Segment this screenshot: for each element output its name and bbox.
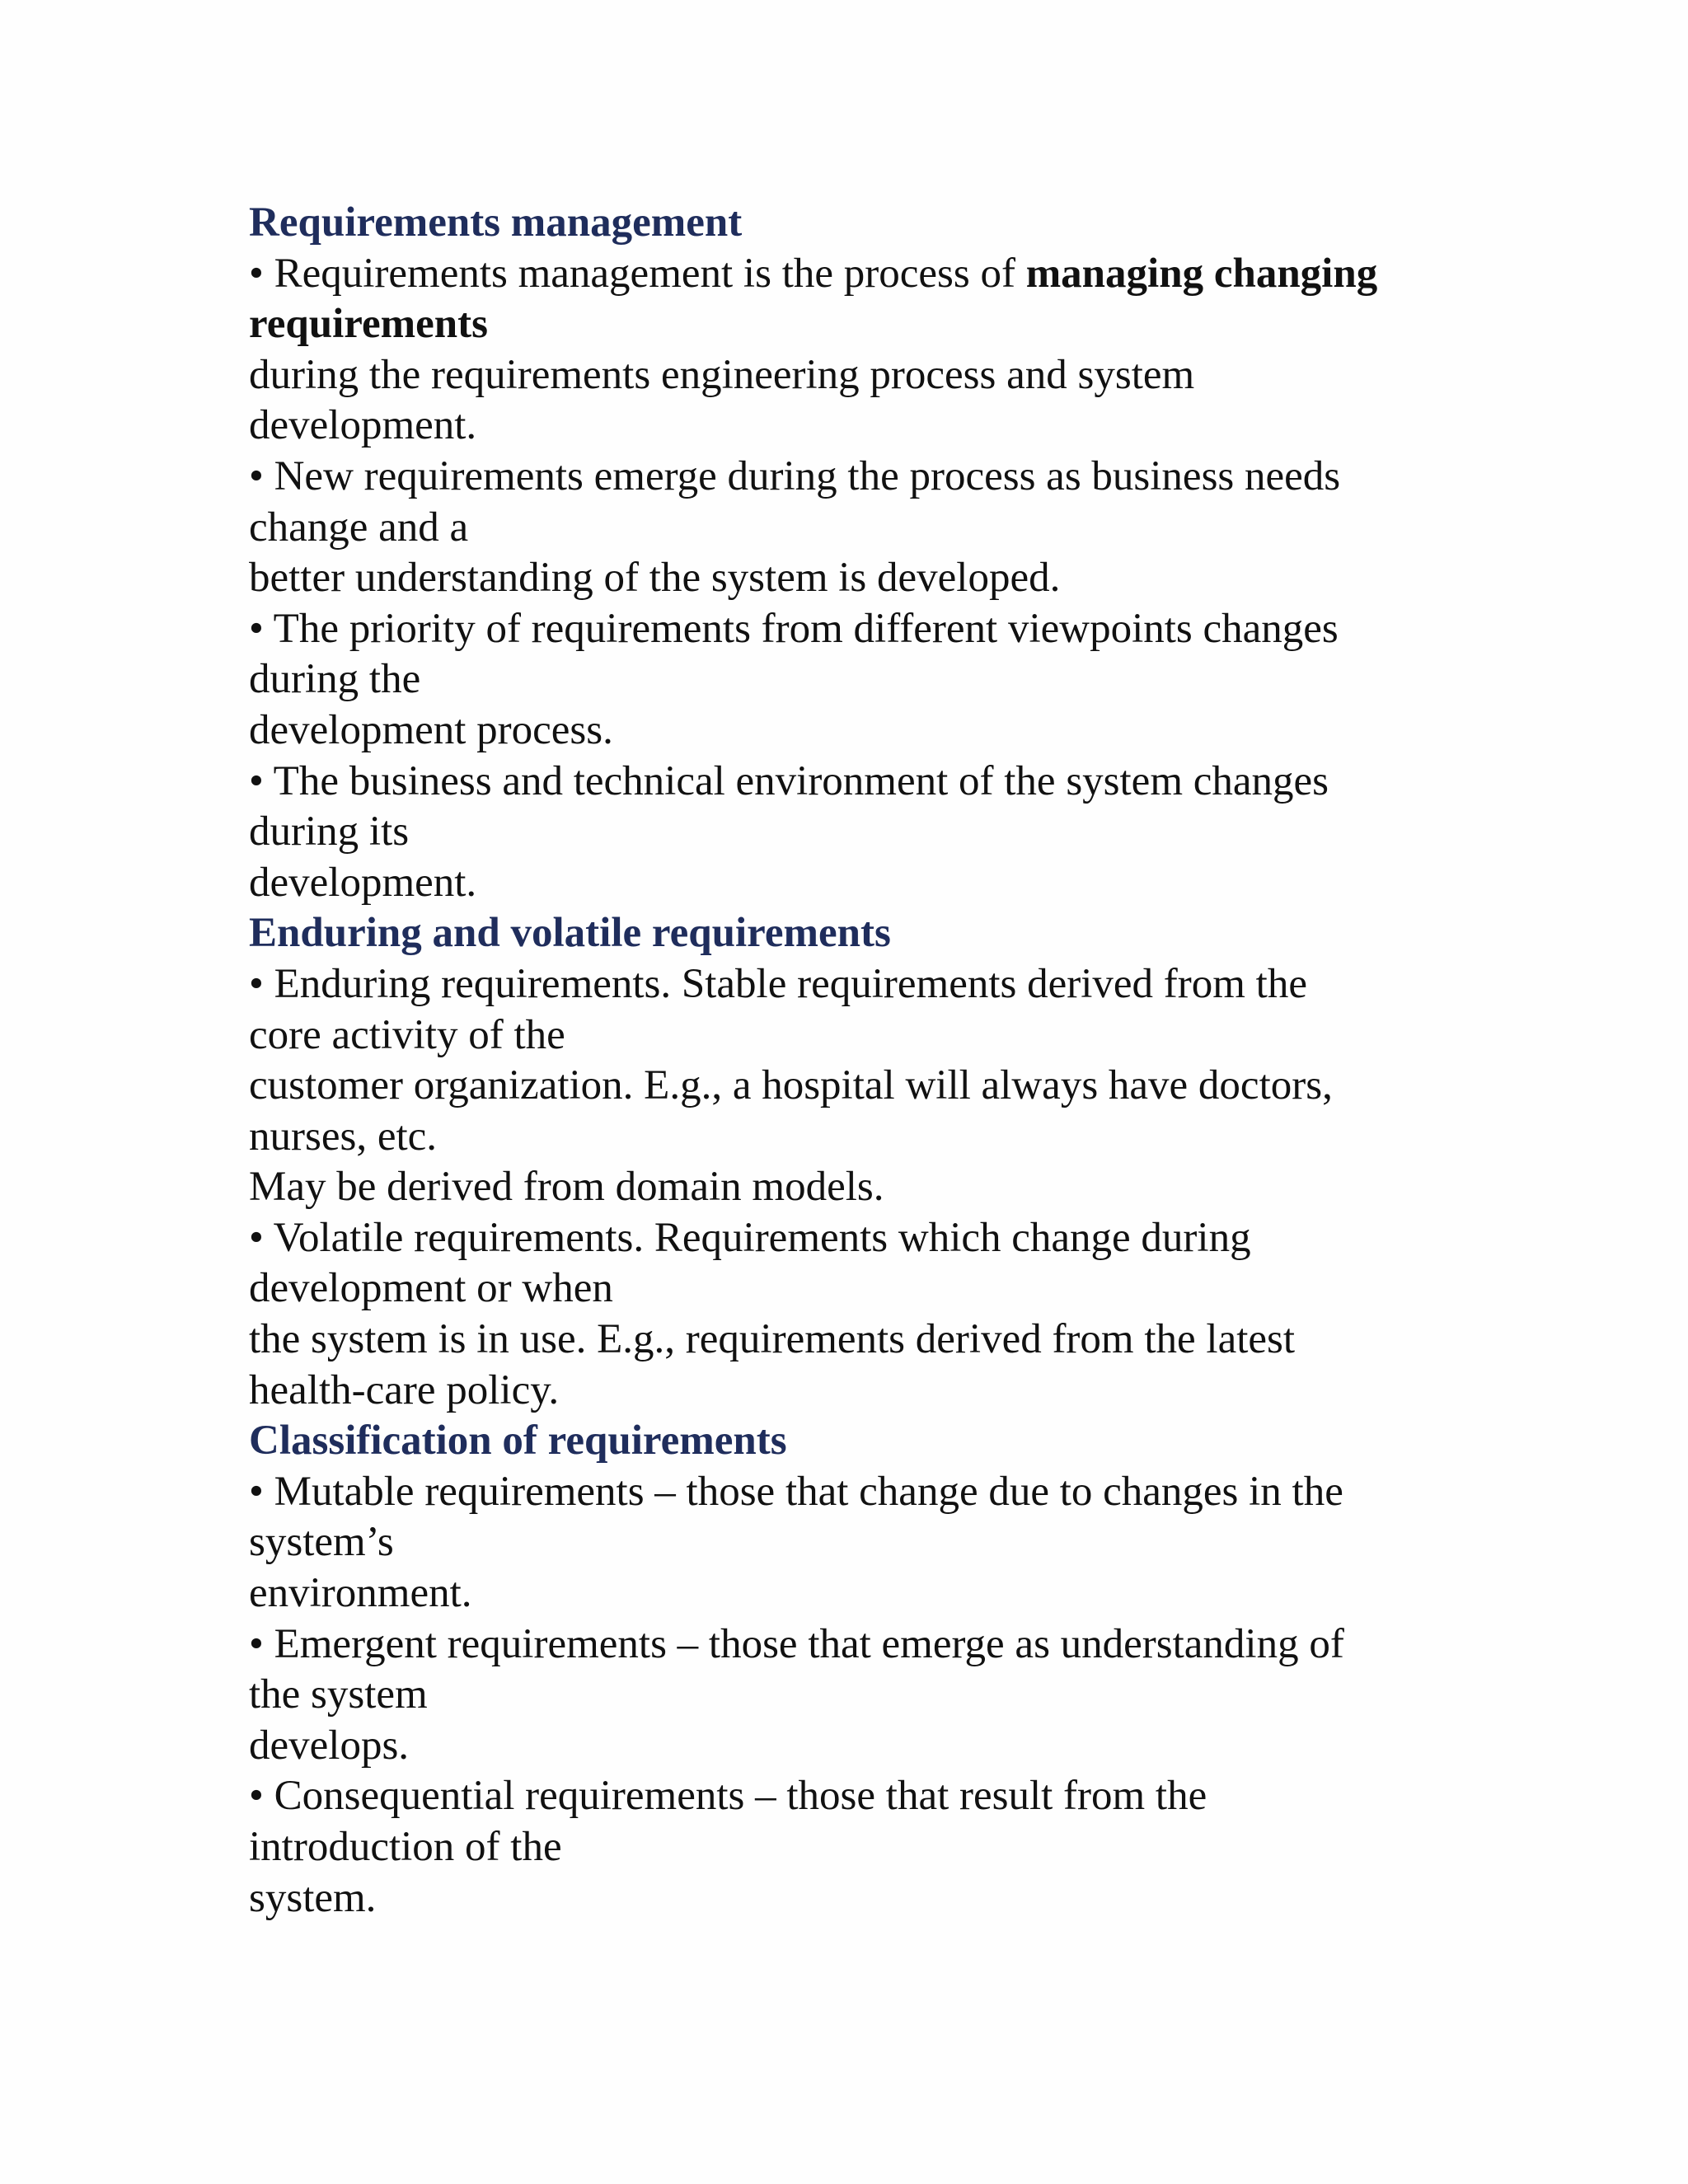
text-line: the system is in use. E.g., requirements derived from the latest: [249, 1316, 1296, 1363]
text-line: May be derived from domain models.: [249, 1164, 884, 1211]
text-line: during the: [249, 656, 421, 703]
text-line: develops.: [249, 1722, 410, 1769]
text-line: • Emergent requirements – those that emerge as understanding of: [249, 1620, 1344, 1667]
text-line: environment.: [249, 1570, 472, 1617]
text-line: better understanding of the system is developed.: [249, 555, 1061, 602]
text-line: system’s: [249, 1519, 394, 1566]
text-line: requirements: [249, 301, 488, 348]
text-line: • Enduring requirements. Stable requirements derived from the: [249, 960, 1307, 1007]
text-line: health-care policy.: [249, 1366, 560, 1413]
section-heading-enduring-volatile: Enduring and volatile requirements: [249, 910, 891, 957]
text-line: during its: [249, 808, 410, 855]
text-line: • Volatile requirements. Requirements which change during: [249, 1214, 1251, 1261]
text-line: core activity of the: [249, 1011, 565, 1058]
bold-text-run: managing changing: [1025, 250, 1378, 297]
text-line: change and a: [249, 504, 469, 551]
document-body: [249, 198, 1535, 1924]
text-run: • Requirements management is the process of: [249, 250, 1026, 297]
text-line: development.: [249, 859, 477, 906]
text-line: • New requirements emerge during the process as business needs: [249, 452, 1341, 499]
text-line: development process.: [249, 706, 613, 753]
text-line: during the requirements engineering process and system: [249, 351, 1195, 398]
text-line: the system: [249, 1671, 428, 1718]
text-line: • Mutable requirements – those that change due to changes in the: [249, 1468, 1343, 1515]
text-line: • Consequential requirements – those that result from the: [249, 1773, 1207, 1820]
section-heading-classification: Classification of requirements: [249, 1418, 787, 1465]
text-line: • The priority of requirements from different viewpoints changes: [249, 605, 1339, 652]
text-line: [249, 249, 1535, 300]
text-line: • The business and technical environment of the system changes: [249, 757, 1329, 804]
text-line: nurses, etc.: [249, 1113, 438, 1160]
text-line: introduction of the: [249, 1824, 562, 1870]
text-line: system.: [249, 1874, 377, 1921]
section-heading-requirements-management: Requirements management: [249, 199, 743, 246]
text-line: development or when: [249, 1265, 613, 1312]
text-line: customer organization. E.g., a hospital will always have doctors,: [249, 1062, 1333, 1109]
text-line: development.: [249, 402, 477, 449]
